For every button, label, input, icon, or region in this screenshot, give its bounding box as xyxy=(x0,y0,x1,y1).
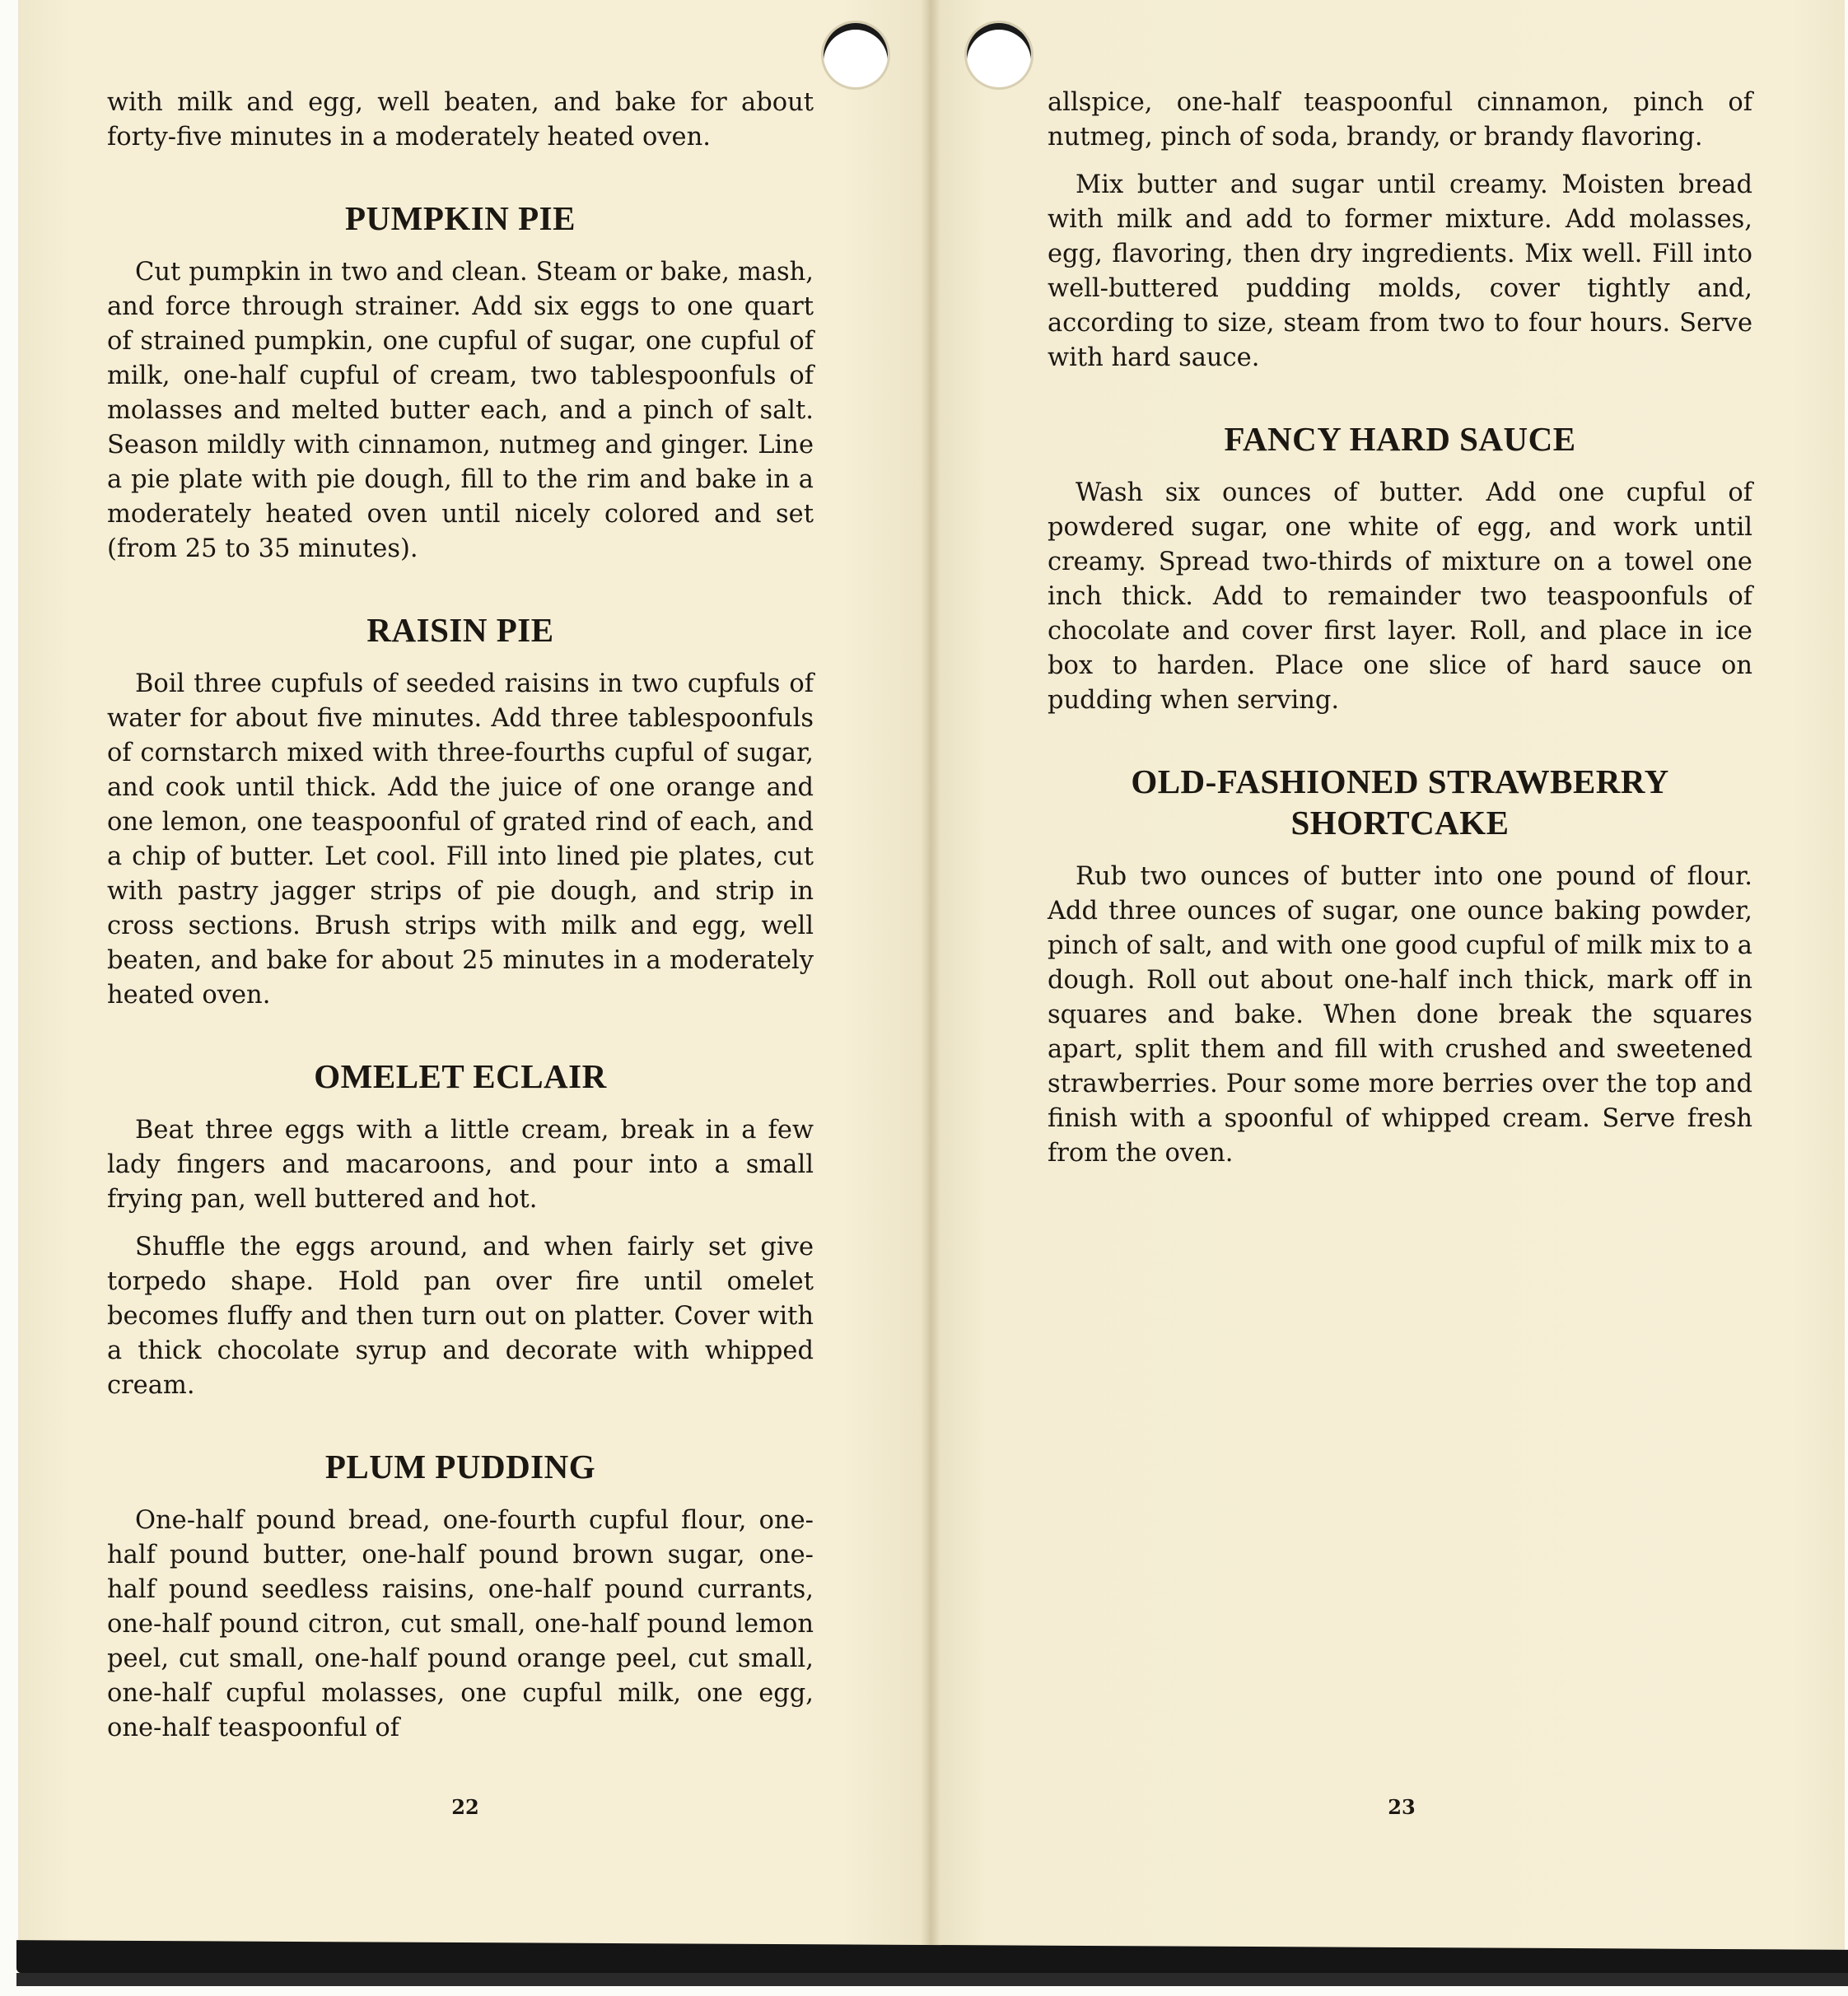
recipe-paragraph: Wash six ounces of butter. Add one cupful of powdered sugar, one white of egg, and work until creamy. Spread two-thirds of mixture on a towel one inch thick. Add to remainder two teaspoonfuls of chocolate and cover first layer. Roll, and place in ice box to harden. Place one slice of hard sauce on pudding when serving. xyxy=(1048,478,1752,715)
binding-hole-left xyxy=(824,23,888,87)
recipe-paragraph: Shuffle the eggs around, and when fairly set give torpedo shape. Hold pan over fire until omelet becomes fluffy and then turn out on platter. Cover with a thick chocolate syrup and decorate with whipped cream. xyxy=(107,1233,814,1400)
recipe-title-raisin-pie: RAISIN PIE xyxy=(366,611,554,649)
recipe-paragraph: One-half pound bread, one-fourth cupful flour, one-half pound butter, one-half pound brown sugar, one-half pound seedless raisins, one-half pound currants, one-half pound citron, cut small, one-half pound lemon peel, cut small, one-half pound orange peel, cut small, one-half cupful molasses, one cupful milk, one egg, one-half teaspoonful of xyxy=(107,1506,814,1742)
recipe-title-pumpkin-pie: PUMPKIN PIE xyxy=(345,199,576,237)
left-page-text xyxy=(107,86,814,1759)
recipe-title-plum-pudding: PLUM PUDDING xyxy=(324,1448,596,1485)
recipe-title-omelet-eclair: OMELET ECLAIR xyxy=(314,1057,607,1095)
recipe-title-fancy-hard-sauce: FANCY HARD SAUCE xyxy=(1224,420,1576,458)
cover-edge-shadow xyxy=(16,1973,1848,1986)
binding-gutter xyxy=(921,0,940,1956)
continuation-text: with milk and egg, well beaten, and bake for about forty-five minutes in a moderately heated oven. xyxy=(107,88,814,152)
continuation-text: allspice, one-half teaspoonful cinnamon, pinch of nutmeg, pinch of soda, brandy, or brandy flavoring. xyxy=(1048,88,1752,152)
continuation-paragraph: Mix butter and sugar until creamy. Moisten bread with milk and add to former mixture. Add molasses, egg, flavoring, then dry ingredients. Mix well. Fill into well-buttered pudding molds, cover tightly and, according to size, steam from two to four hours. Serve with hard sauce. xyxy=(1048,170,1752,372)
page-number-right: 23 xyxy=(1388,1795,1416,1819)
binding-hole-right xyxy=(967,23,1031,87)
page-number-left: 22 xyxy=(451,1795,479,1819)
recipe-paragraph: Rub two ounces of butter into one pound of flour. Add three ounces of sugar, one ounce baking powder, pinch of salt, and with one good cupful of milk mix to a dough. Roll out about one-half inch thick, mark off in squares and bake. When done break the squares apart, split them and fill with crushed and sweetened strawberries. Pour some more berries over the top and finish with a spoonful of whipped cream. Serve fresh from the oven. xyxy=(1048,862,1752,1168)
recipe-title-strawberry-shortcake: OLD-FASHIONED STRAWBERRY SHORTCAKE xyxy=(1131,762,1669,842)
right-page-text xyxy=(1048,86,1752,1184)
recipe-paragraph: Boil three cupfuls of seeded raisins in two cupfuls of water for about five minutes. Add three tablespoonfuls of cornstarch mixed with three-fourths cupful of sugar, and cook until thick. Add the juice of one orange and one lemon, one teaspoonful of grated rind of each, and a chip of butter. Let cool. Fill into lined pie plates, cut with pastry jagger strips of pie dough, and strip in cross sections. Brush strips with milk and egg, well beaten, and bake for about 25 minutes in a moderately heated oven. xyxy=(107,669,814,1010)
recipe-paragraph: Cut pumpkin in two and clean. Steam or bake, mash, and force through strainer. Add six eggs to one quart of strained pumpkin, one cupful of sugar, one cupful of milk, one-half cupful of cream, two tablespoonfuls of molasses and melted butter each, and a pinch of salt. Season mildly with cinnamon, nutmeg and ginger. Line a pie plate with pie dough, fill to the rim and bake in a moderately heated oven until nicely colored and set (from 25 to 35 minutes). xyxy=(107,258,814,563)
recipe-paragraph: Beat three eggs with a little cream, break in a few lady fingers and macaroons, and pour into a small frying pan, well buttered and hot. xyxy=(107,1116,814,1214)
